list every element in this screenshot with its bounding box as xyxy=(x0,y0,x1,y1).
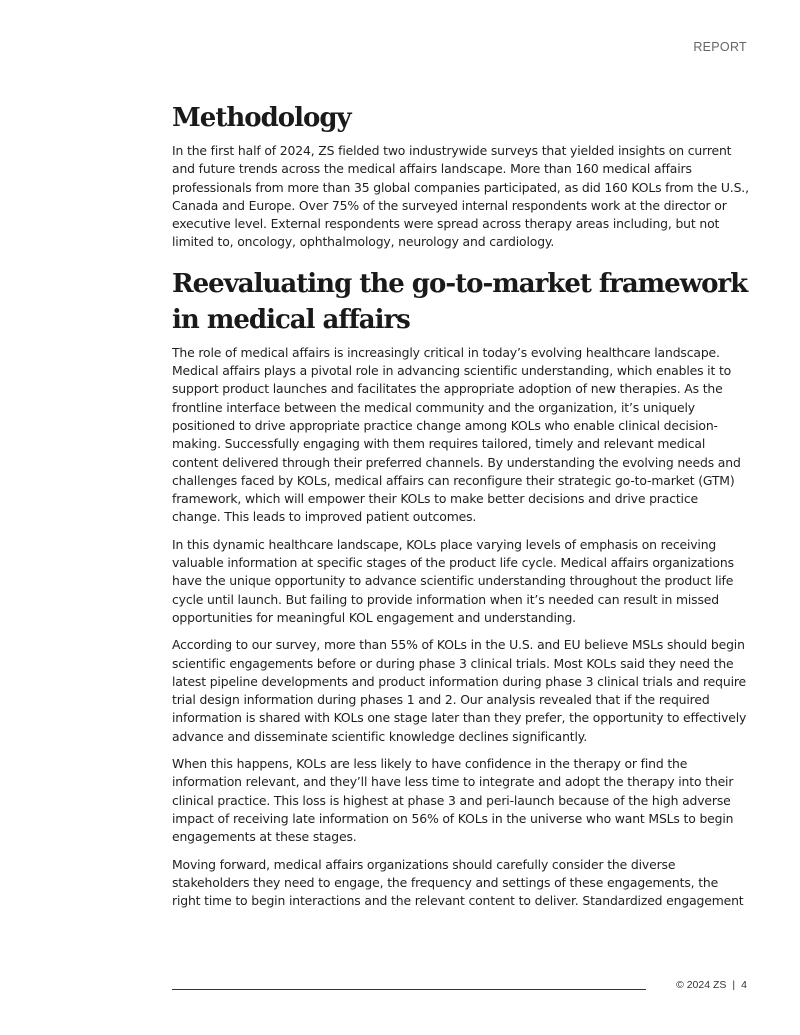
report-label: REPORT xyxy=(693,40,747,54)
section-heading-methodology: Methodology xyxy=(172,103,351,133)
section-heading-gtm: Reevaluating the go-to-market framework in medical affairs xyxy=(172,268,748,335)
paragraph: When this happens, KOLs are less likely to have confidence in the therapy or find the information relevant, and they’ll have less time to integrate and adopt the therapy into their clinical practice. This loss is highest at phase 3 and peri-launch because of the high adverse impact of receiving late information on 56% of KOLs in the universe who want MSLs to begin engagements at these stages. xyxy=(172,756,734,845)
footer-divider xyxy=(172,989,646,990)
copyright-text: © 2024 ZS xyxy=(676,979,727,991)
paragraph: The role of medical affairs is increasingly critical in today’s evolving healthcare landscape. Medical affairs plays a pivotal role in advancing scientific understanding, which enables it to support product launches and facilitates the appropriate adoption of new therapies. As the frontline interface between the medical community and the organization, it’s uniquely positioned to drive appropriate practice change among KOLs who enable clinical decision-making. Successfully engaging with them requires tailored, timely and relevant medical content delivered through their preferred channels. By understanding the evolving needs and challenges faced by KOLs, medical affairs can reconfigure their strategic go-to-market (GTM) framework, which will empower their KOLs to make better decisions and drive practice change. This leads to improved patient outcomes. xyxy=(172,344,741,525)
paragraph: In this dynamic healthcare landscape, KOLs place varying levels of emphasis on receiving valuable information at specific stages of the product life cycle. Medical affairs organizations have the unique opportunity to advance scientific understanding throughout the product life cycle until launch. But failing to provide information when it’s needed can result in missed opportunities for meaningful KOL engagement and understanding. xyxy=(172,536,734,625)
page-number: 4 xyxy=(741,979,747,991)
paragraph: According to our survey, more than 55% of KOLs in the U.S. and EU believe MSLs should begin scientific engagements before or during phase 3 clinical trials. Most KOLs said they need the latest pipeline developments and product information during phase 3 clinical trials and require trial design information during phases 1 and 2. Our analysis revealed that if the required information is shared with KOLs one stage later than they prefer, the opportunity to effectively advance and disseminate scientific knowledge declines significantly. xyxy=(172,637,747,744)
paragraph: Moving forward, medical affairs organizations should carefully consider the diverse stakeholders they need to engage, the frequency and settings of these engagements, the right time to begin interactions and the relevant content to deliver. Standardized engagement xyxy=(172,856,744,909)
page-content xyxy=(172,100,750,919)
footer-separator: | xyxy=(732,979,736,991)
footer xyxy=(676,979,747,991)
paragraph: In the first half of 2024, ZS fielded two industrywide surveys that yielded insights on current and future trends across the medical affairs landscape. More than 160 medical affairs professionals from more than 35 global companies participated, as did 160 KOLs from the U.S., Canada and Europe. Over 75% of the surveyed internal respondents work at the director or executive level. External respondents were spread across therapy areas including, but not limited to, oncology, ophthalmology, neurology and cardiology. xyxy=(172,143,749,250)
